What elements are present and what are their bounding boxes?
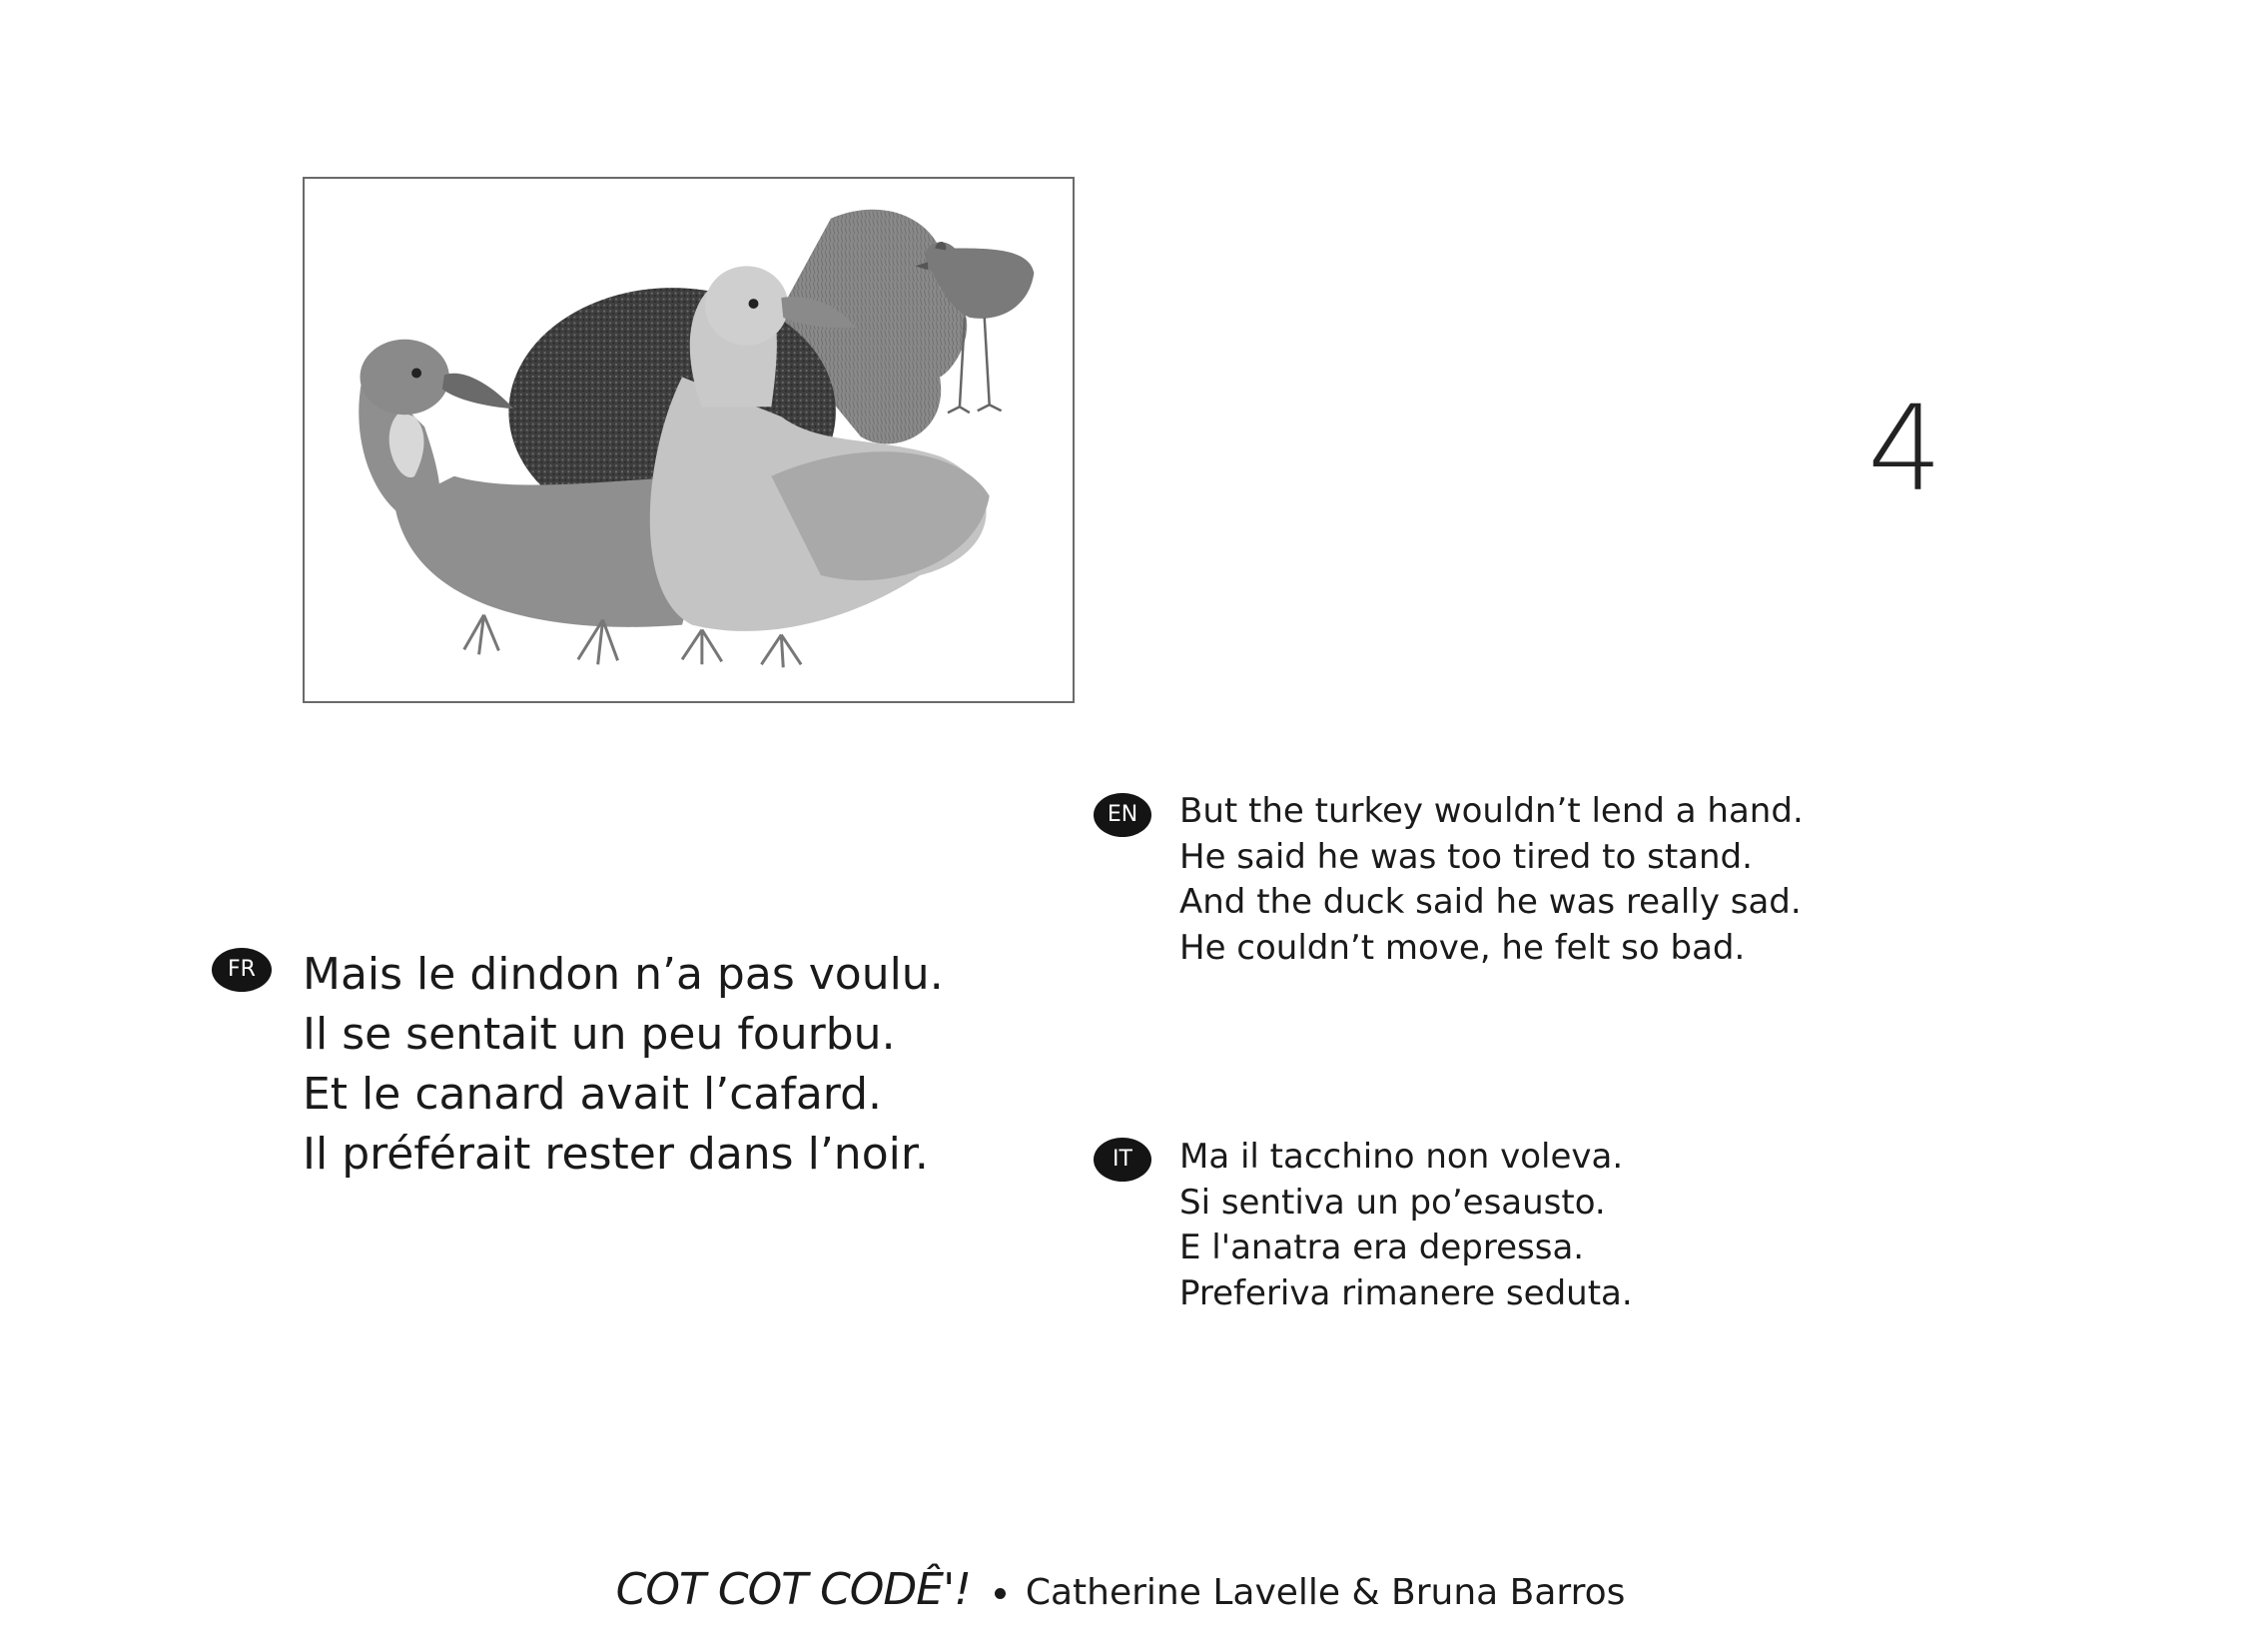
duck-head <box>705 266 788 345</box>
book-title: COT COT CODÊ'! <box>615 1564 971 1615</box>
verse-it <box>1179 1135 1633 1316</box>
verse-fr <box>303 945 944 1185</box>
verse-line: And the duck said he was really sad. <box>1179 882 1802 922</box>
verse-line: Il se sentait un peu fourbu. <box>303 1009 896 1060</box>
illustration-frame <box>303 177 1075 703</box>
turkey-head <box>361 340 449 414</box>
verse-en <box>1179 789 1804 971</box>
language-badge-en: EN <box>1094 793 1151 837</box>
page-number: 4 <box>1868 380 1943 517</box>
turkey-duck-hen-illustration <box>305 179 1073 701</box>
book-authors: Catherine Lavelle & Bruna Barros <box>1025 1572 1626 1613</box>
verse-line: Et le canard avait l’cafard. <box>303 1069 883 1120</box>
verse-line: Mais le dindon n’a pas voulu. <box>303 949 944 1000</box>
verse-line: Il préférait rester dans l’noir. <box>303 1129 929 1180</box>
verse-line: Preferiva rimanere seduta. <box>1179 1272 1633 1313</box>
verse-line: E l'anatra era depressa. <box>1179 1228 1585 1267</box>
verse-line: Ma il tacchino non voleva. <box>1179 1137 1624 1177</box>
verse-line: He couldn’t move, he felt so bad. <box>1179 927 1746 968</box>
language-badge-fr: FR <box>212 948 272 992</box>
verse-line: Si sentiva un po’esausto. <box>1179 1182 1606 1223</box>
bullet-separator <box>995 1588 1006 1599</box>
verse-line: But the turkey wouldn’t lend a hand. <box>1179 791 1804 831</box>
verse-line: He said he was too tired to stand. <box>1179 836 1753 877</box>
language-badge-it: IT <box>1094 1138 1151 1182</box>
footer <box>0 1564 2241 1615</box>
